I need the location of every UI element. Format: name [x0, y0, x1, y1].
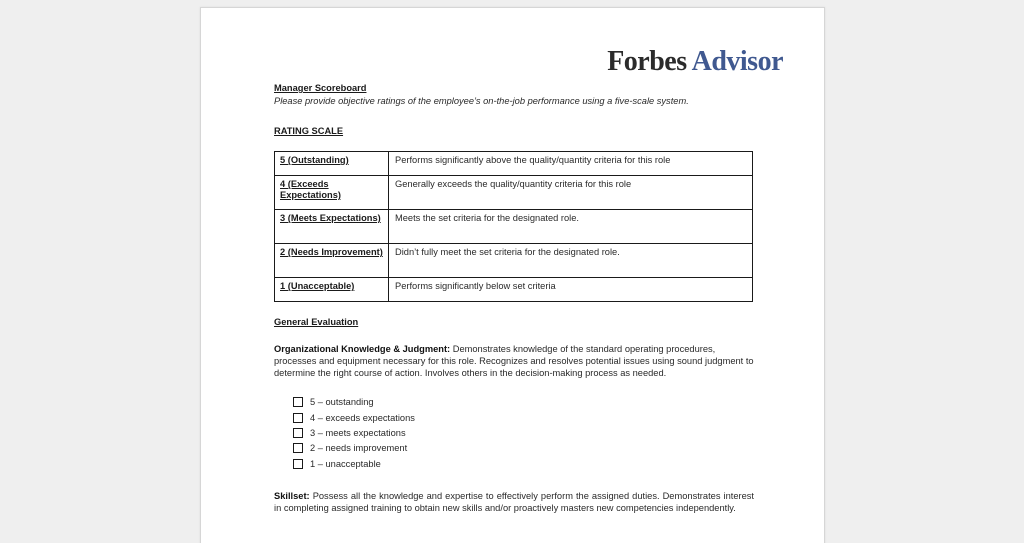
list-item[interactable] — [293, 410, 754, 425]
document-content — [274, 82, 754, 514]
option-label: 5 – outstanding — [310, 397, 374, 408]
checkbox[interactable] — [293, 413, 303, 423]
list-item[interactable] — [293, 456, 754, 471]
table-row — [275, 210, 753, 244]
skillset-label: Skillset: — [274, 490, 310, 501]
org-knowledge-paragraph — [274, 343, 754, 379]
table-row — [275, 176, 753, 210]
rating-description: Performs significantly above the quality/quantity criteria for this role — [389, 152, 753, 176]
table-row — [275, 152, 753, 176]
rating-scale-table — [274, 151, 753, 302]
rating-description: Meets the set criteria for the designated role. — [389, 210, 753, 244]
forbes-advisor-logo — [607, 46, 783, 78]
list-item[interactable] — [293, 441, 754, 456]
general-evaluation-heading: General Evaluation — [274, 317, 359, 328]
rating-description: Generally exceeds the quality/quantity criteria for this role — [389, 176, 753, 210]
rating-level: 5 (Outstanding) — [275, 152, 389, 176]
logo-advisor-text: Advisor — [691, 46, 783, 77]
option-label: 1 – unacceptable — [310, 458, 381, 469]
checkbox[interactable] — [293, 428, 303, 438]
logo-forbes-text: Forbes — [607, 46, 687, 77]
option-label: 2 – needs improvement — [310, 443, 408, 454]
org-knowledge-text: Demonstrates knowledge of the standard operating procedures, processes and equipment necessary for this role. Recognizes and resolves potential issues using sound judgment to determine the right course of action. Involves others in the decision-making process as needed. — [274, 344, 754, 379]
rating-level: 3 (Meets Expectations) — [275, 210, 389, 244]
rating-level: 2 (Needs Improvement) — [275, 244, 389, 278]
document-page — [200, 7, 825, 543]
rating-level: 1 (Unacceptable) — [275, 278, 389, 302]
rating-description: Performs significantly below set criteria — [389, 278, 753, 302]
option-label: 3 – meets expectations — [310, 427, 406, 438]
skillset-text: Possess all the knowledge and expertise to effectively perform the assigned duties. Demonstrates interest in completing assigned training to obtain new skills and/or proactively masters new competencies independently. — [274, 490, 754, 513]
option-label: 4 – exceeds expectations — [310, 412, 415, 423]
list-item[interactable] — [293, 395, 754, 410]
table-row — [275, 244, 753, 278]
rating-description: Didn’t fully meet the set criteria for the designated role. — [389, 244, 753, 278]
scoreboard-intro: Please provide objective ratings of the employee’s on-the-job performance using a five-scale system. — [274, 96, 689, 107]
rating-level: 4 (Exceeds Expectations) — [275, 176, 389, 210]
skillset-paragraph — [274, 490, 754, 514]
table-row — [275, 278, 753, 302]
list-item[interactable] — [293, 425, 754, 440]
org-knowledge-rating-options — [293, 395, 754, 472]
checkbox[interactable] — [293, 459, 303, 469]
checkbox[interactable] — [293, 443, 303, 453]
org-knowledge-label: Organizational Knowledge & Judgment: — [274, 344, 451, 355]
checkbox[interactable] — [293, 397, 303, 407]
scoreboard-title: Manager Scoreboard — [274, 83, 367, 93]
rating-scale-heading: RATING SCALE — [274, 126, 344, 137]
